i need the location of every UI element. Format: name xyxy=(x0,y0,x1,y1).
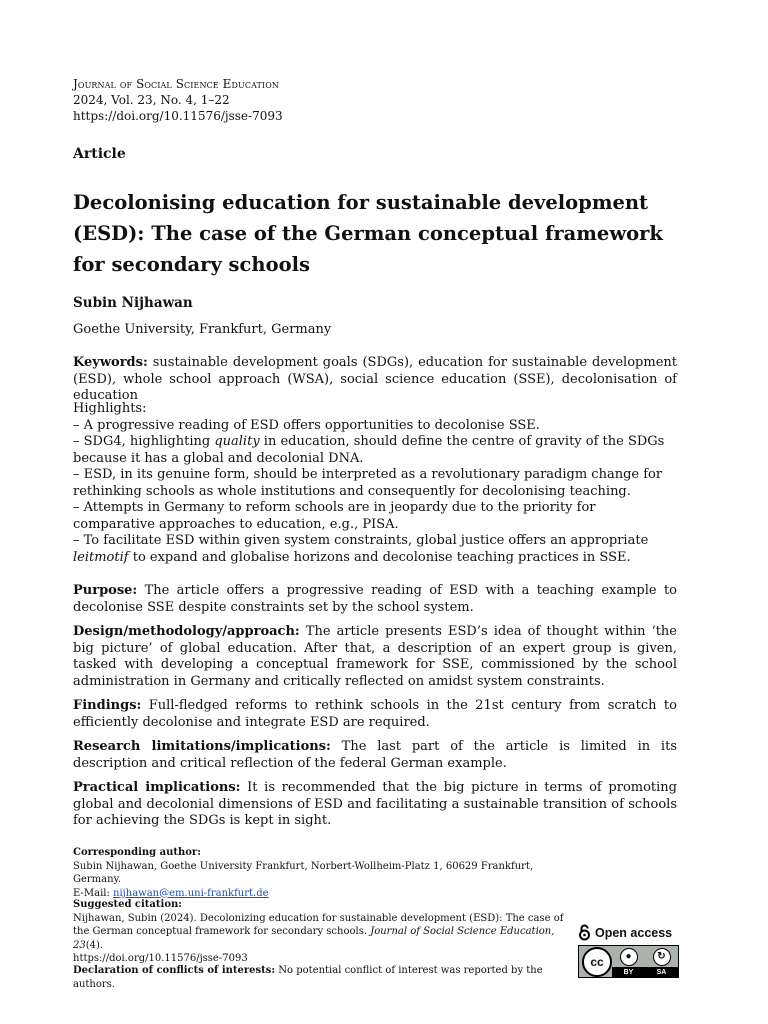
conflict-declaration: Declaration of conflicts of interests: No potential conflict of interest was reported by the authors. xyxy=(73,965,543,990)
highlight-item: – Attempts in Germany to reform schools are in jeopardy due to the priority for comparative approaches to education, e.g., PISA. xyxy=(73,500,596,532)
citation-text: Nijhawan, Subin (2024). Decolonizing education for sustainable development (ESD): The case of the German conceptual framework for secondary schools. Journal of Social Science Education, 23(4). https://doi.org/10.11576/jsse-7093 xyxy=(73,912,564,964)
abstract-findings: Findings: Full-fledged reforms to rethink schools in the 21st century from scratch to efficiently decolonise and integrate ESD are required. xyxy=(73,698,677,730)
author-name: Subin Nijhawan xyxy=(73,295,193,311)
journal-doi[interactable]: https://doi.org/10.11576/jsse-7093 xyxy=(73,109,283,123)
cc-sa-label: SA xyxy=(656,968,667,976)
highlight-item: – SDG4, highlighting quality in education, should define the centre of gravity of the SDGs because it has a global and decolonial DNA. xyxy=(73,434,665,466)
corresponding-label: Corresponding author: xyxy=(73,847,201,858)
abstract-purpose: Purpose: The article offers a progressive reading of ESD with a teaching example to decolonise SSE despite constraints set by the school system. xyxy=(73,583,677,615)
keywords xyxy=(73,355,677,405)
structured-abstract xyxy=(73,583,677,838)
journal-name: Journal of Social Science Education xyxy=(73,77,279,91)
cc-license-badge[interactable] xyxy=(578,945,679,978)
highlight-item: – ESD, in its genuine form, should be interpreted as a revolutionary paradigm change for rethinking schools as whole institutions and consequently for decolonising teaching. xyxy=(73,467,663,499)
abstract-design: Design/methodology/approach: The article presents ESD’s idea of thought within ‘the big picture’ of global education. After that, a description of an expert group is given, tasked with developing a conceptual framework for SSE, commissioned by the school administration in Germany and critically reflected on amidst system constraints. xyxy=(73,624,677,689)
attribution-icon: ● xyxy=(620,948,638,966)
share-alike-icon: ↻ xyxy=(653,948,671,966)
article-type-label: Article xyxy=(73,146,126,162)
cc-by-label: BY xyxy=(623,968,634,976)
open-access-badge xyxy=(578,924,678,978)
email-link[interactable]: nijhawan@em.uni-frankfurt.de xyxy=(113,887,269,899)
highlights xyxy=(73,401,677,566)
cc-logo-icon: cc xyxy=(582,947,612,977)
corresponding-address: Subin Nijhawan, Goethe University Frankfurt, Norbert-Wollheim-Platz 1, 60629 Frankfurt, Germany. xyxy=(73,860,534,885)
keywords-text: sustainable development goals (SDGs), education for sustainable development (ESD), whole school approach (WSA), social science education (SSE), decolonisation of education xyxy=(73,355,677,403)
abstract-limitations: Research limitations/implications: The last part of the article is limited in its description and critical reflection of the federal German example. xyxy=(73,739,677,771)
open-access-label: Open access xyxy=(595,925,673,940)
author-affiliation: Goethe University, Frankfurt, Germany xyxy=(73,322,332,337)
abstract-practical: Practical implications: It is recommended that the big picture in terms of promoting global and decolonial dimensions of ESD and facilitating a sustainable transition of schools for achieving the SDGs is kept in sight. xyxy=(73,780,677,828)
article-title: Decolonising education for sustainable development (ESD): The case of the German conceptual framework for secondary schools xyxy=(73,191,663,276)
highlight-item: – To facilitate ESD within given system constraints, global justice offers an appropriate leitmotif to expand and globalise horizons and decolonise teaching practices in SSE. xyxy=(73,533,649,565)
open-access-lock-icon xyxy=(578,924,591,941)
journal-header xyxy=(73,76,283,124)
suggested-citation xyxy=(73,898,573,966)
keywords-label: Keywords: xyxy=(73,355,148,370)
highlight-item: – A progressive reading of ESD offers opportunities to decolonise SSE. xyxy=(73,417,540,433)
corresponding-author: Corresponding author: Subin Nijhawan, Goethe University Frankfurt, Norbert-Wollheim-Platz 1, 60629 Frankfurt, Germany. E-Mail: nijhawan@em.uni-frankfurt.de xyxy=(73,846,573,900)
journal-volume: 2024, Vol. 23, No. 4, 1–22 xyxy=(73,93,230,107)
highlights-label: Highlights: xyxy=(73,401,147,416)
citation-label: Suggested citation: xyxy=(73,899,182,910)
